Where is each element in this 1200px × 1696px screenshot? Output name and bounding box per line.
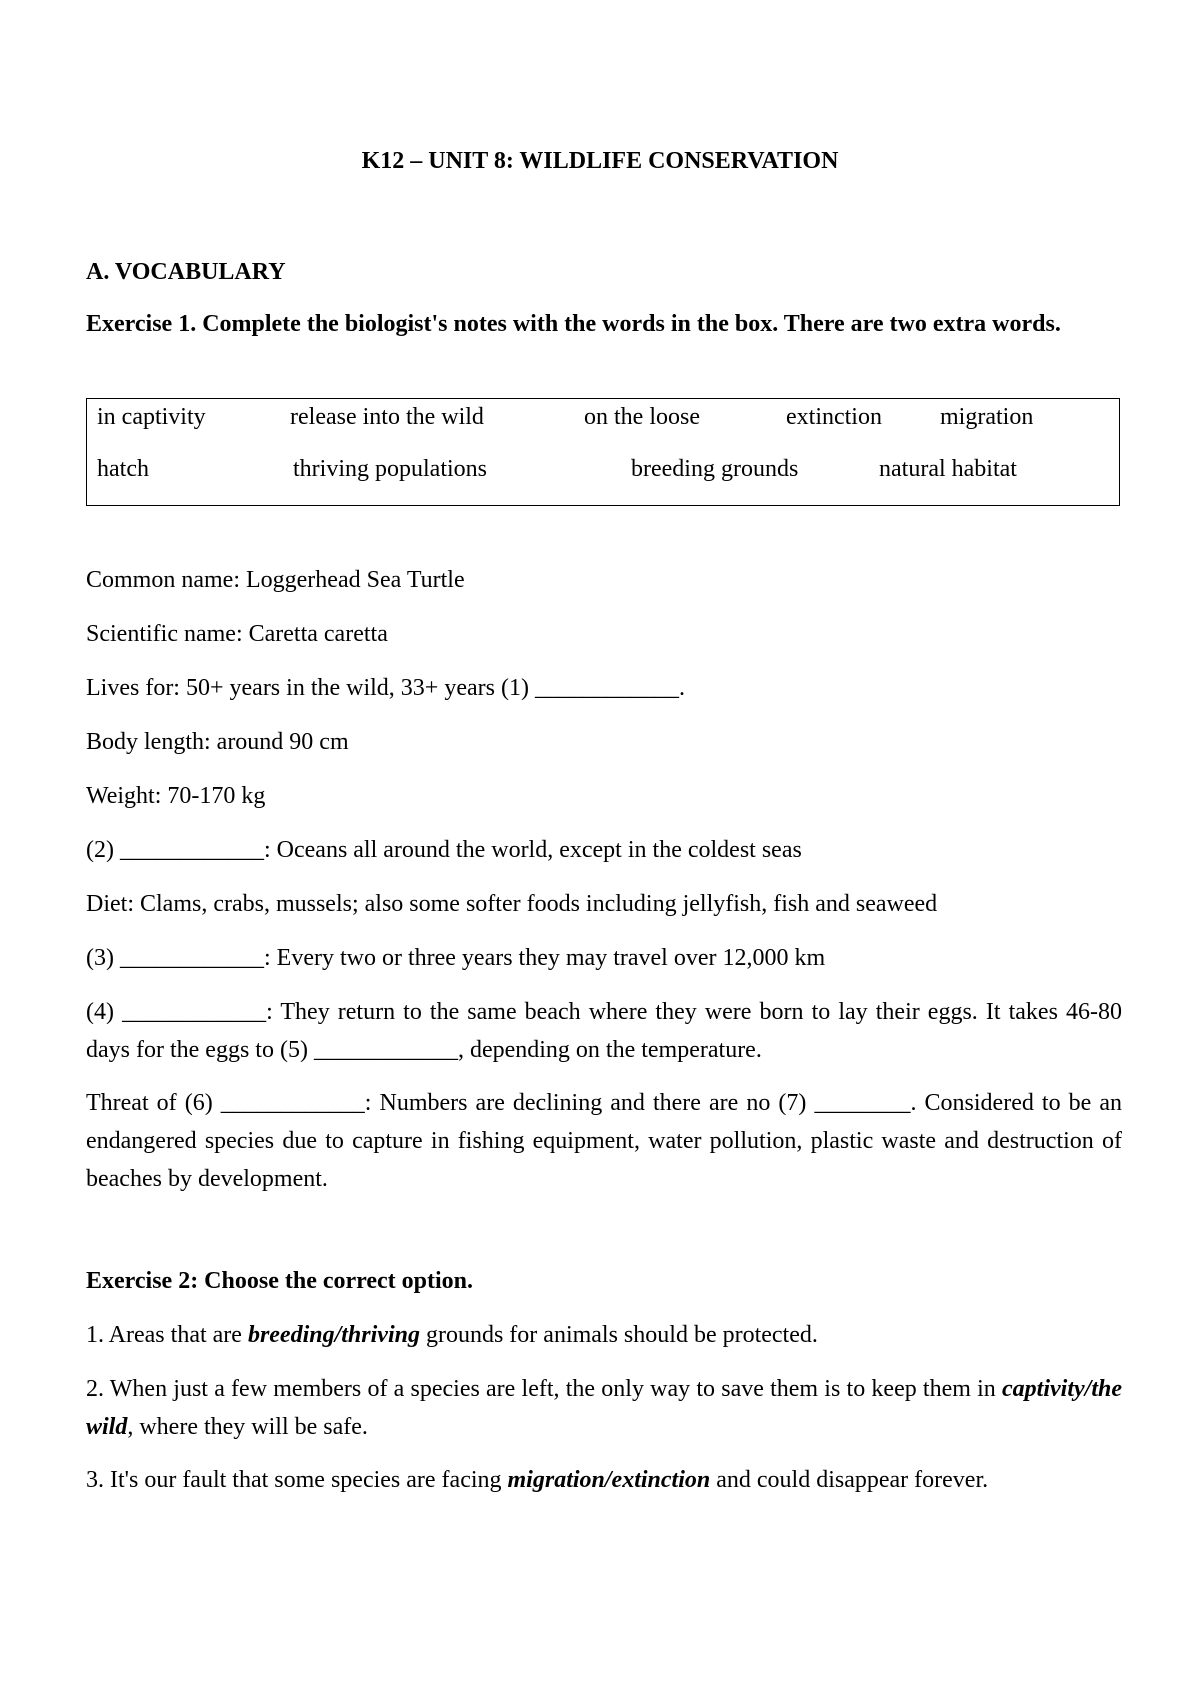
word-item: on the loose <box>584 404 700 430</box>
exercise2-question-1 <box>86 1316 1122 1354</box>
exercise2-question-3 <box>86 1461 1122 1499</box>
note-item-3: (3) ____________: Every two or three years they may travel over 12,000 km <box>86 945 826 971</box>
note-item-4: (4) ____________: They return to the same beach where they were born to lay their eggs. It takes 46-80 days for the eggs to (5) ____________, depending on the temperature. <box>86 999 1122 1063</box>
question-text: 2. When just a few members of a species are left, the only way to save them is to keep them in <box>86 1376 1003 1402</box>
exercise1-instruction: Exercise 1. Complete the biologist's notes with the words in the box. There are two extra words. <box>86 311 1061 337</box>
note-item-2: (2) ____________: Oceans all around the world, except in the coldest seas <box>86 837 802 863</box>
word-item: in captivity <box>97 404 206 430</box>
word-item: thriving populations <box>293 456 487 482</box>
question-text: and could disappear forever. <box>710 1467 989 1493</box>
word-item: release into the wild <box>290 404 484 430</box>
note-body-length: Body length: around 90 cm <box>86 729 349 755</box>
answer-option[interactable]: migration/extinction <box>507 1467 711 1493</box>
question-text: 1. Areas that are <box>86 1322 248 1348</box>
exercise2-question-2 <box>86 1370 1122 1446</box>
question-text: 3. It's our fault that some species are facing <box>86 1467 508 1493</box>
note-weight: Weight: 70-170 kg <box>86 783 266 809</box>
exercise2-instruction: Exercise 2: Choose the correct option. <box>86 1268 474 1294</box>
word-item: extinction <box>786 404 882 430</box>
word-item: hatch <box>97 456 149 482</box>
section-heading-vocabulary: A. VOCABULARY <box>86 259 286 285</box>
page-title: K12 – UNIT 8: WILDLIFE CONSERVATION <box>361 148 839 174</box>
answer-option[interactable]: breeding/thriving <box>247 1322 420 1348</box>
question-text: , where they will be safe. <box>127 1414 368 1440</box>
word-item: natural habitat <box>879 456 1017 482</box>
word-item: migration <box>940 404 1034 430</box>
answer-option[interactable]: captivity/the wild <box>86 1376 1122 1440</box>
note-scientific-name: Scientific name: Caretta caretta <box>86 621 388 647</box>
note-lives-for: Lives for: 50+ years in the wild, 33+ years (1) ____________. <box>86 675 685 701</box>
note-threat: Threat of (6) ____________: Numbers are declining and there are no (7) ________. Considered to be an endangered species due to capture in fishing equipment, water pollution, plastic waste and destruction of beaches by development. <box>86 1090 1122 1192</box>
note-diet: Diet: Clams, crabs, mussels; also some softer foods including jellyfish, fish and seaweed <box>86 891 938 917</box>
word-box <box>86 398 1120 506</box>
note-common-name: Common name: Loggerhead Sea Turtle <box>86 567 465 593</box>
question-text: grounds for animals should be protected. <box>419 1322 818 1348</box>
word-item: breeding grounds <box>631 456 799 482</box>
